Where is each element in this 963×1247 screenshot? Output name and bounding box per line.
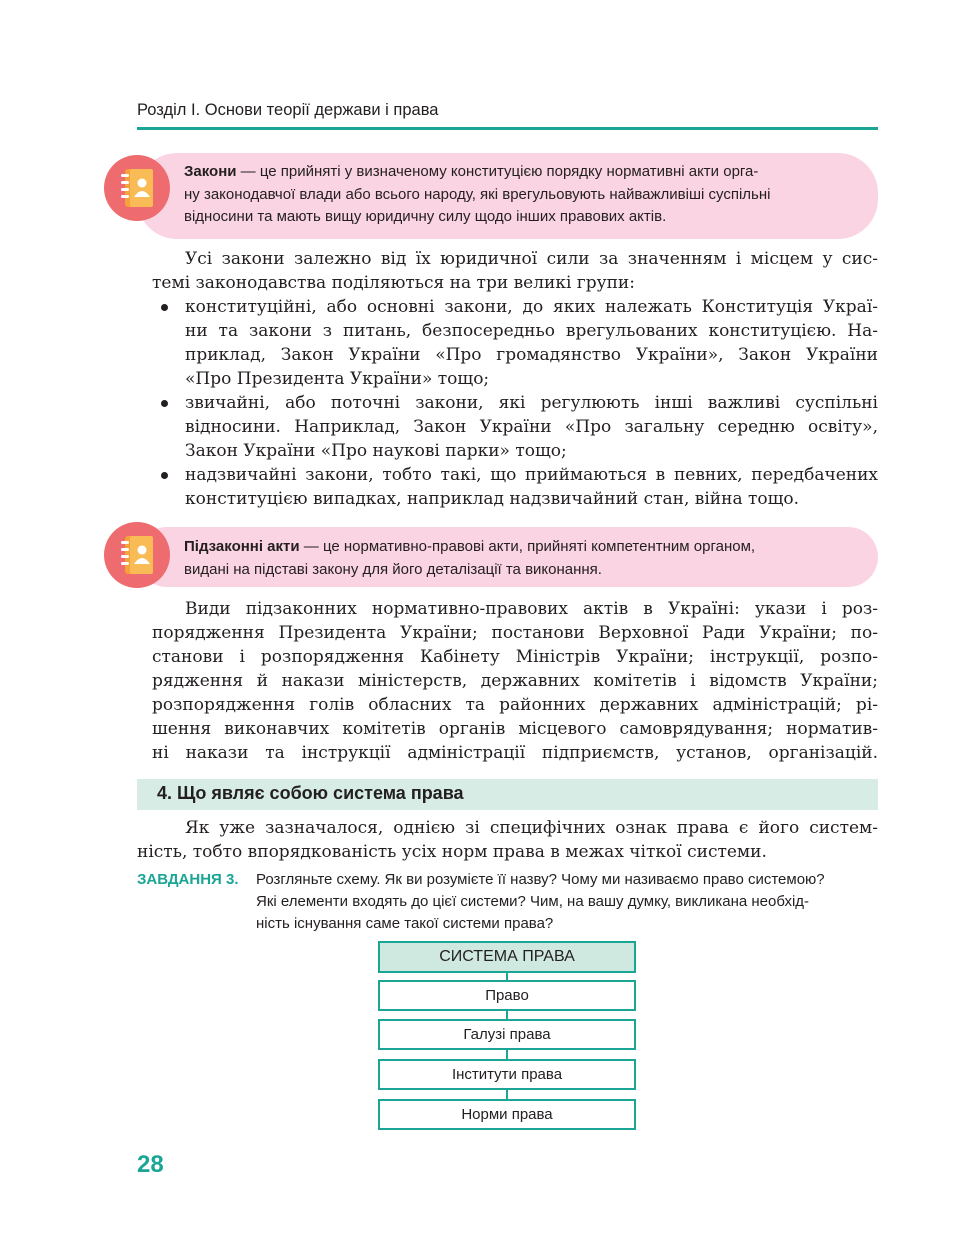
- task-label: ЗАВДАННЯ 3.: [137, 871, 239, 888]
- task-text: Розгляньте схему. Як ви розумієте її назву? Чому ми називаємо право системою?: [256, 871, 825, 888]
- paragraph-line: ність, тобто впорядкованість усіх норм права в межах чіткої системи.: [137, 842, 767, 862]
- paragraph-line: розпорядження голів обласних та районних державних адміністрацій; рі-: [152, 695, 878, 715]
- header-rule: [137, 127, 878, 130]
- diagram-item-label: Галузі права: [463, 1026, 551, 1043]
- definition-box-laws: [137, 153, 878, 239]
- address-book-icon: [104, 155, 170, 221]
- diagram-item-label: Інститути права: [451, 1066, 563, 1083]
- definition-term: Закони: [184, 163, 237, 180]
- diagram-connector: [506, 1011, 508, 1019]
- definition-box-bylaws: [137, 527, 878, 587]
- bullet-line: відносини. Наприклад, Закон України «Про загальну середню освіту»,: [185, 417, 878, 437]
- bullet-line: приклад, Закон України «Про громадянство України», Закон України: [185, 345, 878, 365]
- paragraph-line: ні накази та інструкції адміністрації підприємств, установ, організацій.: [152, 743, 878, 763]
- diagram-item-label: Норми права: [461, 1106, 553, 1123]
- definition-term: Підзаконні акти: [184, 538, 300, 555]
- diagram-connector: [506, 973, 508, 980]
- diagram-item-box: [378, 1059, 636, 1090]
- diagram-connector: [506, 1090, 508, 1099]
- paragraph-line: Як уже зазначалося, однією зі специфічних ознак права є його систем-: [185, 818, 878, 838]
- diagram-title-box: [378, 941, 636, 973]
- paragraph-line: Види підзаконних нормативно-правових актів в Україні: укази і роз-: [185, 599, 878, 619]
- bullet-line: Закон України «Про наукові парки» тощо;: [185, 441, 567, 461]
- paragraph-line: станови і розпорядження Кабінету Міністрів України; інструкції, розпо-: [152, 647, 878, 667]
- definition-text: відносини та мають вищу юридичну силу щодо інших правових актів.: [184, 208, 667, 225]
- definition-text: — це нормативно-правові акти, прийняті компетентним органом,: [299, 538, 756, 555]
- diagram-item-box: [378, 1099, 636, 1130]
- running-head: Розділ І. Основи теорії держави і права: [137, 101, 439, 119]
- diagram-item-box: [378, 1019, 636, 1050]
- paragraph-line: шення виконавчих комітетів органів місцевого самоврядування; норматив-: [152, 719, 878, 739]
- diagram-connector: [506, 1050, 508, 1059]
- diagram-item-label: Право: [485, 987, 529, 1004]
- bullet-line: звичайні, або поточні закони, які регулюють інші важливі суспільні: [185, 393, 878, 413]
- paragraph-line: Усі закони залежно від їх юридичної сили за значенням і місцем у сис-: [185, 249, 878, 269]
- definition-text: видані на підставі закону для його деталізації та виконання.: [184, 560, 602, 578]
- paragraph-line: порядження Президента України; постанови Верховної Ради України; по-: [152, 623, 878, 643]
- address-book-icon: [104, 522, 170, 588]
- bullet-line: «Про Президента України» тощо;: [185, 369, 490, 389]
- task-text: ність існування саме такої системи права?: [256, 915, 554, 932]
- section-title: 4. Що являє собою система права: [157, 783, 464, 803]
- paragraph-line: рядження й накази міністерств, державних комітетів і відомств України;: [152, 671, 878, 691]
- task-text: Які елементи входять до цієї системи? Чим, на вашу думку, викликана необхід-: [256, 893, 810, 910]
- definition-text: ну законодавчої влади або всього народу, які врегульовують найважливіші суспільні: [184, 185, 771, 203]
- bullet-marker: [161, 400, 168, 407]
- diagram-item-box: [378, 980, 636, 1011]
- page-number: 28: [137, 1151, 164, 1178]
- bullet-line: надзвичайні закони, тобто такі, що приймаються в певних, передбачених: [185, 465, 878, 485]
- paragraph-line: темі законодавства поділяються на три великі групи:: [152, 273, 635, 293]
- bullet-line: конституцією випадках, наприклад надзвичайний стан, війна тощо.: [185, 489, 800, 509]
- bullet-line: ни та закони з питань, безпосередньо врегульованих конституцією. На-: [185, 321, 878, 341]
- bullet-line: конституційні, або основні закони, до яких належать Конституція Украї-: [185, 297, 878, 317]
- diagram-title: СИСТЕМА ПРАВА: [439, 948, 575, 965]
- bullet-marker: [161, 304, 168, 311]
- definition-text: — це прийняті у визначеному конституцією порядку нормативні акти орга-: [236, 163, 759, 180]
- bullet-marker: [161, 472, 168, 479]
